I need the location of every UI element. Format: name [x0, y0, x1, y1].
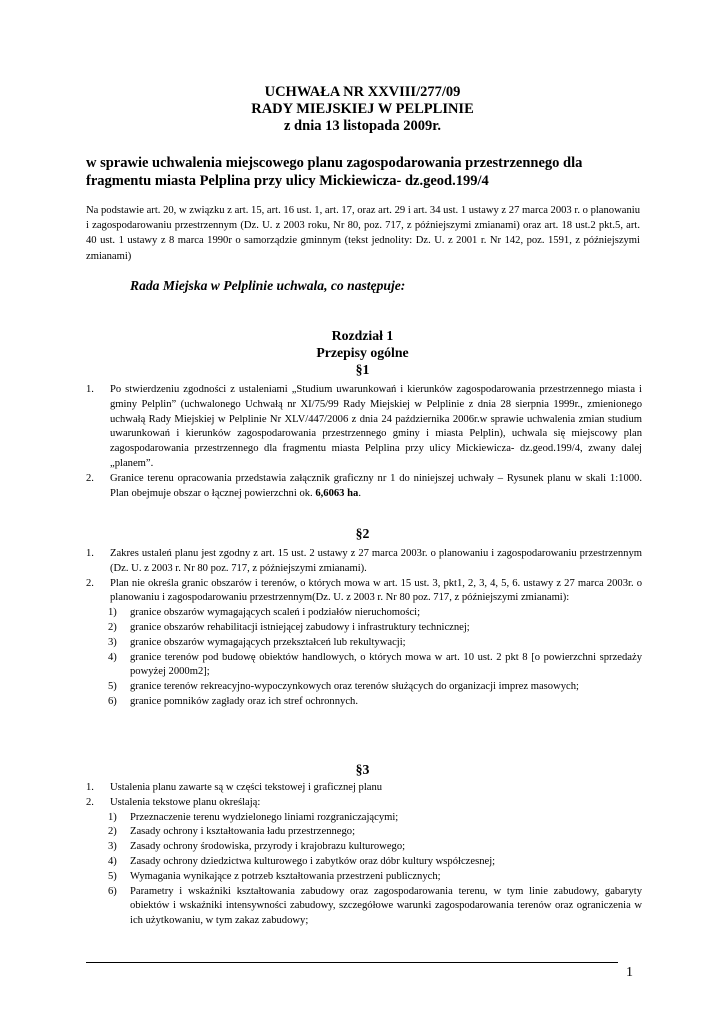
sub-item [86, 695, 642, 710]
sub-item-text: granice pomników zagłady oraz ich stref ochronnych. [130, 695, 358, 707]
sub-item [86, 825, 642, 840]
sub-item [86, 840, 642, 855]
sub-item-text: Parametry i wskaźniki kształtowania zabudowy oraz zagospodarowania terenu, w tym linie zabudowy, gabaryty obiektów i wskaźniki intensywności zabudowy, szczegółowe warunki zagospodarowania terenów oraz ograniczenia w ich użytkowaniu, w tym zakaz zabudowy; [130, 885, 642, 927]
sub-item [86, 870, 642, 885]
section-1-title: §1 [355, 362, 370, 377]
sub-item [86, 855, 642, 870]
sub-item-number: 5) [108, 870, 117, 882]
sub-item [86, 606, 642, 621]
sub-item-text: Przeznaczenie terenu wydzielonego liniami rozgraniczającymi; [130, 811, 399, 823]
item-number: 2. [86, 796, 94, 808]
page-number: 1 [626, 965, 633, 980]
sub-item-number: 6) [108, 695, 117, 707]
item-text: Plan nie określa granic obszarów i terenów, o których mowa w art. 15 ust. 3, pkt1, 2, 3, 4, 5, 6. ustawy z 27 marca 2003r. o planowaniu i zagospodarowaniu przestrzennym(Dz. U. z 2003 r. Nr 80 poz. 717, z późniejszymi zmianami): [110, 577, 642, 604]
item-number: 1. [86, 782, 94, 793]
sub-item-number: 1) [108, 811, 117, 823]
area-value: 6,6063 ha [315, 487, 359, 499]
sub-item-text: Zasady ochrony dziedzictwa kulturowego i zabytków oraz dóbr kultury współczesnej; [130, 855, 496, 867]
sub-item [86, 636, 642, 651]
item-text: Ustalenia planu zawarte są w części tekstowej i graficznej planu [110, 782, 383, 793]
resolution-number: UCHWAŁA NR XXVIII/277/09 [264, 84, 461, 100]
sub-item-number: 4) [108, 651, 117, 663]
sub-item-text: granice obszarów wymagających przekształceń lub rekultywacji; [130, 636, 406, 648]
item-text: Zakres ustaleń planu jest zgodny z art. 15 ust. 2 ustawy z 27 marca 2003r. o planowaniu i zagospodarowaniu przestrzennym (Dz. U. z 2003 r. Nr 80 poz. 717, z późniejszymi zmianami). [110, 548, 642, 574]
item-number: 1. [86, 548, 94, 559]
sub-item [86, 680, 642, 695]
sub-item [86, 651, 642, 681]
sub-item-text: granice terenów pod budowę obiektów handlowych, o których mowa w art. 10 ust. 2 pkt 8 [o powierzchni sprzedaży powyżej 2000m2]; [130, 651, 642, 678]
section-3-list [86, 781, 642, 929]
sub-item-number: 4) [108, 855, 117, 867]
list-item [86, 383, 642, 472]
item-text: Ustalenia tekstowe planu określają: [110, 796, 261, 808]
list-item [86, 472, 642, 502]
section-2-title: §2 [355, 526, 370, 541]
resolution-date: z dnia 13 listopada 2009r. [284, 118, 441, 134]
item-number: 2. [86, 472, 94, 484]
list-item [86, 577, 642, 607]
list-item [86, 796, 642, 811]
resolution-subject: w sprawie uchwalenia miejscowego planu zagospodarowania przestrzennego dla fragmentu miasta Pelplina przy ulicy Mickiewicza- dz.geod.199/4 [86, 155, 583, 189]
item-text: Granice terenu opracowania przedstawia załącznik graficzny nr 1 do niniejszej uchwały – Rysunek planu w skali 1:1000. Plan obejmuje obszar o łącznej powierzchni ok. [110, 472, 642, 499]
section-1-list [86, 383, 642, 501]
sub-item-number: 6) [108, 885, 117, 897]
chapter-subtitle: Przepisy ogólne [316, 345, 409, 360]
sub-item-number: 3) [108, 841, 117, 853]
sub-item-number: 5) [108, 681, 117, 693]
sub-item [86, 811, 642, 826]
item-number: 1. [86, 384, 94, 395]
item-text: Po stwierdzeniu zgodności z ustaleniami „Studium uwarunkowań i kierunków zagospodarowania przestrzennego miasta i gminy Pelplin” (uchwalonego Uchwałą nr XI/75/99 Rady Miejskiej w Pelplinie z dnia 28 sierpnia 1999r., zmienionego uchwałą Rady Miejskiej w Pelplinie Nr XLV/447/2006 z dnia 24 października 2006r.w sprawie uchwalenia zmian studium uwarunkowań i kierunków zagospodarowania przestrzennego gminy i miasta Pelplin), uchwala się miejscowy plan zagospodarowania przestrzennego dla fragmentu miasta Pelplina przy ulicy Mickiewicza- dz.geod.199/4, zwany dalej „planem”. [110, 384, 642, 469]
section-3-title: §3 [355, 762, 370, 777]
sub-item-text: granice obszarów rehabilitacji istniejącej zabudowy i infrastruktury technicznej; [130, 621, 470, 633]
sub-item [86, 885, 642, 929]
sub-item-number: 2) [108, 621, 117, 633]
sub-item-text: granice obszarów wymagających scaleń i podziałów nieruchomości; [130, 607, 421, 619]
footer-divider [86, 962, 618, 963]
chapter-title: Rozdział 1 [331, 328, 394, 343]
item-number: 2. [86, 577, 94, 589]
sub-item [86, 621, 642, 636]
list-item [86, 781, 642, 796]
list-item [86, 547, 642, 577]
council-name: RADY MIEJSKIEJ W PELPLINIE [251, 101, 474, 117]
sub-item-number: 3) [108, 636, 117, 648]
sub-item-text: Zasady ochrony i kształtowania ładu przestrzennego; [130, 826, 356, 838]
sub-item-number: 1) [108, 607, 117, 619]
sub-item-text: Wymagania wynikające z potrzeb kształtowania przestrzeni publicznych; [130, 870, 441, 882]
sub-item-number: 2) [108, 826, 117, 838]
sub-item-text: granice terenów rekreacyjno-wypoczynkowych oraz terenów służących do organizacji imprez masowych; [130, 681, 579, 693]
item-text-end: . [358, 487, 361, 499]
legal-basis: Na podstawie art. 20, w związku z art. 15, art. 16 ust. 1, art. 17, oraz art. 29 i art. 34 ust. 1 ustawy z 27 marca 2003 r. o planowaniu i zagospodarowaniu przestrzennym (Dz. U. z 2003 roku, Nr 80, poz. 717, z późniejszymi zmianami) oraz art. 18 ust.2 pkt.5, art. 40 ust. 1 ustawy z 8 marca 1990r o samorządzie gminnym (tekst jednolity: Dz. U. z 2001 r. Nr 142, poz. 1591, z późniejszymi zmianami) [86, 205, 640, 262]
sub-item-text: Zasady ochrony środowiska, przyrody i krajobrazu kulturowego; [130, 841, 406, 853]
section-2-list [86, 547, 642, 710]
council-resolves: Rada Miejska w Pelplinie uchwala, co następuje: [130, 278, 406, 293]
